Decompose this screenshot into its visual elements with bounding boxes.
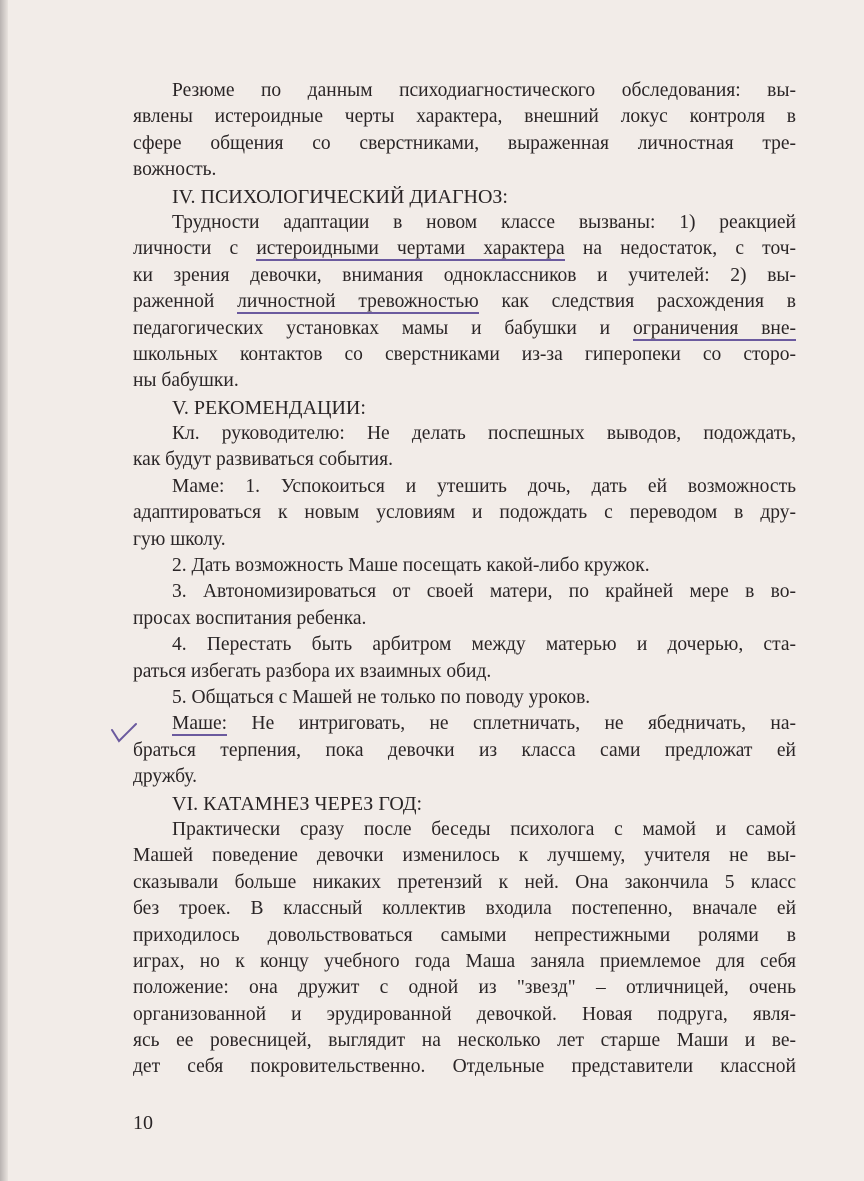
underlined-phrase: личностной тревожностью: [237, 291, 479, 313]
text-segment: 2. Дать возможность Маше посещать какой-либо кружок.: [172, 555, 650, 577]
text-segment: дружбу.: [133, 766, 197, 788]
handwritten-checkmark-icon: [110, 722, 138, 744]
text-segment: Не интриговать, не сплетничать, не ябедничать, на-: [227, 713, 796, 735]
text-line: [133, 316, 796, 342]
text-line: [133, 685, 796, 711]
text-line: [133, 659, 796, 685]
text-line: [133, 289, 796, 315]
page-number: 10: [133, 1112, 153, 1134]
text-line: [133, 1054, 796, 1080]
underlined-phrase: ограничения вне-: [633, 317, 796, 339]
text-line: [133, 738, 796, 764]
text-line: [133, 421, 796, 447]
section-heading: [133, 395, 796, 421]
page-body-text: [133, 78, 796, 1081]
text-segment: школьных контактов со сверстниками из-за гиперопеки со сторо-: [133, 343, 796, 365]
text-line: [133, 923, 796, 949]
text-segment: VI. КАТАМНЕЗ ЧЕРЕЗ ГОД:: [172, 792, 423, 815]
text-segment: 3. Автономизироваться от своей матери, по крайней мере в во-: [172, 581, 796, 603]
text-segment: как будут развиваться события.: [133, 449, 393, 471]
text-segment: Маме: 1. Успокоиться и утешить дочь, дать ей возможность: [172, 475, 796, 497]
text-segment: дет себя покровительственно. Отдельные представители классной: [133, 1056, 796, 1078]
text-line: [133, 975, 796, 1001]
text-segment: ясь ее ровесницей, выглядит на несколько лет старше Маши и ве-: [133, 1030, 796, 1052]
text-segment: на недостаток, с точ-: [564, 238, 796, 260]
text-segment: положение: она дружит с одной из "звезд" – отличницей, очень: [133, 977, 796, 999]
text-segment: приходилось довольствоваться самыми непрестижными ролями в: [133, 924, 796, 946]
text-line: [133, 896, 796, 922]
text-line: [133, 500, 796, 526]
text-segment: играх, но к концу учебного года Маша заняла приемлемое для себя: [133, 950, 796, 972]
text-line: [133, 711, 796, 737]
text-segment: без троек. В классный коллектив входила постепенно, вначале ей: [133, 898, 796, 920]
text-segment: адаптироваться к новым условиям и подождать с переводом в дру-: [133, 502, 796, 524]
text-line: [133, 368, 796, 394]
text-line: [133, 474, 796, 500]
text-segment: Резюме по данным психодиагностического обследования: вы-: [172, 80, 796, 101]
text-line: [133, 1028, 796, 1054]
text-segment: сфере общения со сверстниками, выраженная личностная тре-: [133, 132, 796, 154]
text-segment: 5. Общаться с Машей не только по поводу уроков.: [172, 686, 591, 708]
text-line: [133, 949, 796, 975]
text-segment: браться терпения, пока девочки из класса сами предложат ей: [133, 739, 796, 761]
text-segment: организованной и эрудированной девочкой. Новая подруга, явля-: [133, 1003, 796, 1025]
text-segment: вожность.: [133, 159, 217, 181]
text-segment: ны бабушки.: [133, 370, 239, 392]
text-segment: педагогических установках мамы и бабушки и: [133, 317, 633, 339]
text-segment: IV. ПСИХОЛОГИЧЕСКИЙ ДИАГНОЗ:: [172, 185, 508, 208]
text-line: [133, 817, 796, 843]
underlined-phrase: Маше:: [172, 713, 228, 735]
text-line: [133, 131, 796, 157]
text-segment: 4. Перестать быть арбитром между матерью и дочерью, ста-: [172, 634, 796, 656]
text-line: [133, 236, 796, 262]
section-heading: [133, 791, 796, 817]
text-segment: Кл. руководителю: Не делать поспешных выводов, подождать,: [172, 423, 796, 445]
text-segment: гую школу.: [133, 528, 226, 550]
text-segment: личности с: [133, 238, 257, 260]
text-line: [133, 342, 796, 368]
text-line: [133, 764, 796, 790]
text-line: [133, 606, 796, 632]
text-segment: явлены истероидные черты характера, внешний локус контроля в: [133, 106, 796, 128]
scan-edge: [0, 0, 8, 1181]
text-segment: Машей поведение девочки изменилось к лучшему, учителя не вы-: [133, 845, 796, 867]
text-line: [133, 78, 796, 104]
text-segment: раженной: [133, 291, 238, 313]
text-line: [133, 843, 796, 869]
text-line: [133, 1002, 796, 1028]
section-heading: [133, 184, 796, 210]
text-line: [133, 263, 796, 289]
text-segment: ки зрения девочки, внимания одноклассников и учителей: 2) вы-: [133, 264, 796, 286]
text-segment: Трудности адаптации в новом классе вызваны: 1) реакцией: [172, 211, 796, 233]
text-line: [133, 632, 796, 658]
text-segment: просах воспитания ребенка.: [133, 607, 367, 629]
text-segment: Практически сразу после беседы психолога с мамой и самой: [172, 818, 796, 840]
text-segment: раться избегать разбора их взаимных обид.: [133, 660, 492, 682]
text-line: [133, 157, 796, 183]
text-line: [133, 447, 796, 473]
text-line: [133, 527, 796, 553]
text-line: [133, 553, 796, 579]
text-line: [133, 870, 796, 896]
text-line: [133, 104, 796, 130]
underlined-phrase: истероидными чертами характера: [256, 238, 565, 260]
text-line: [133, 579, 796, 605]
text-segment: V. РЕКОМЕНДАЦИИ:: [172, 396, 366, 419]
text-line: [133, 210, 796, 236]
text-segment: как следствия расхождения в: [478, 291, 796, 313]
text-segment: сказывали больше никаких претензий к ней. Она закончила 5 класс: [133, 871, 796, 893]
